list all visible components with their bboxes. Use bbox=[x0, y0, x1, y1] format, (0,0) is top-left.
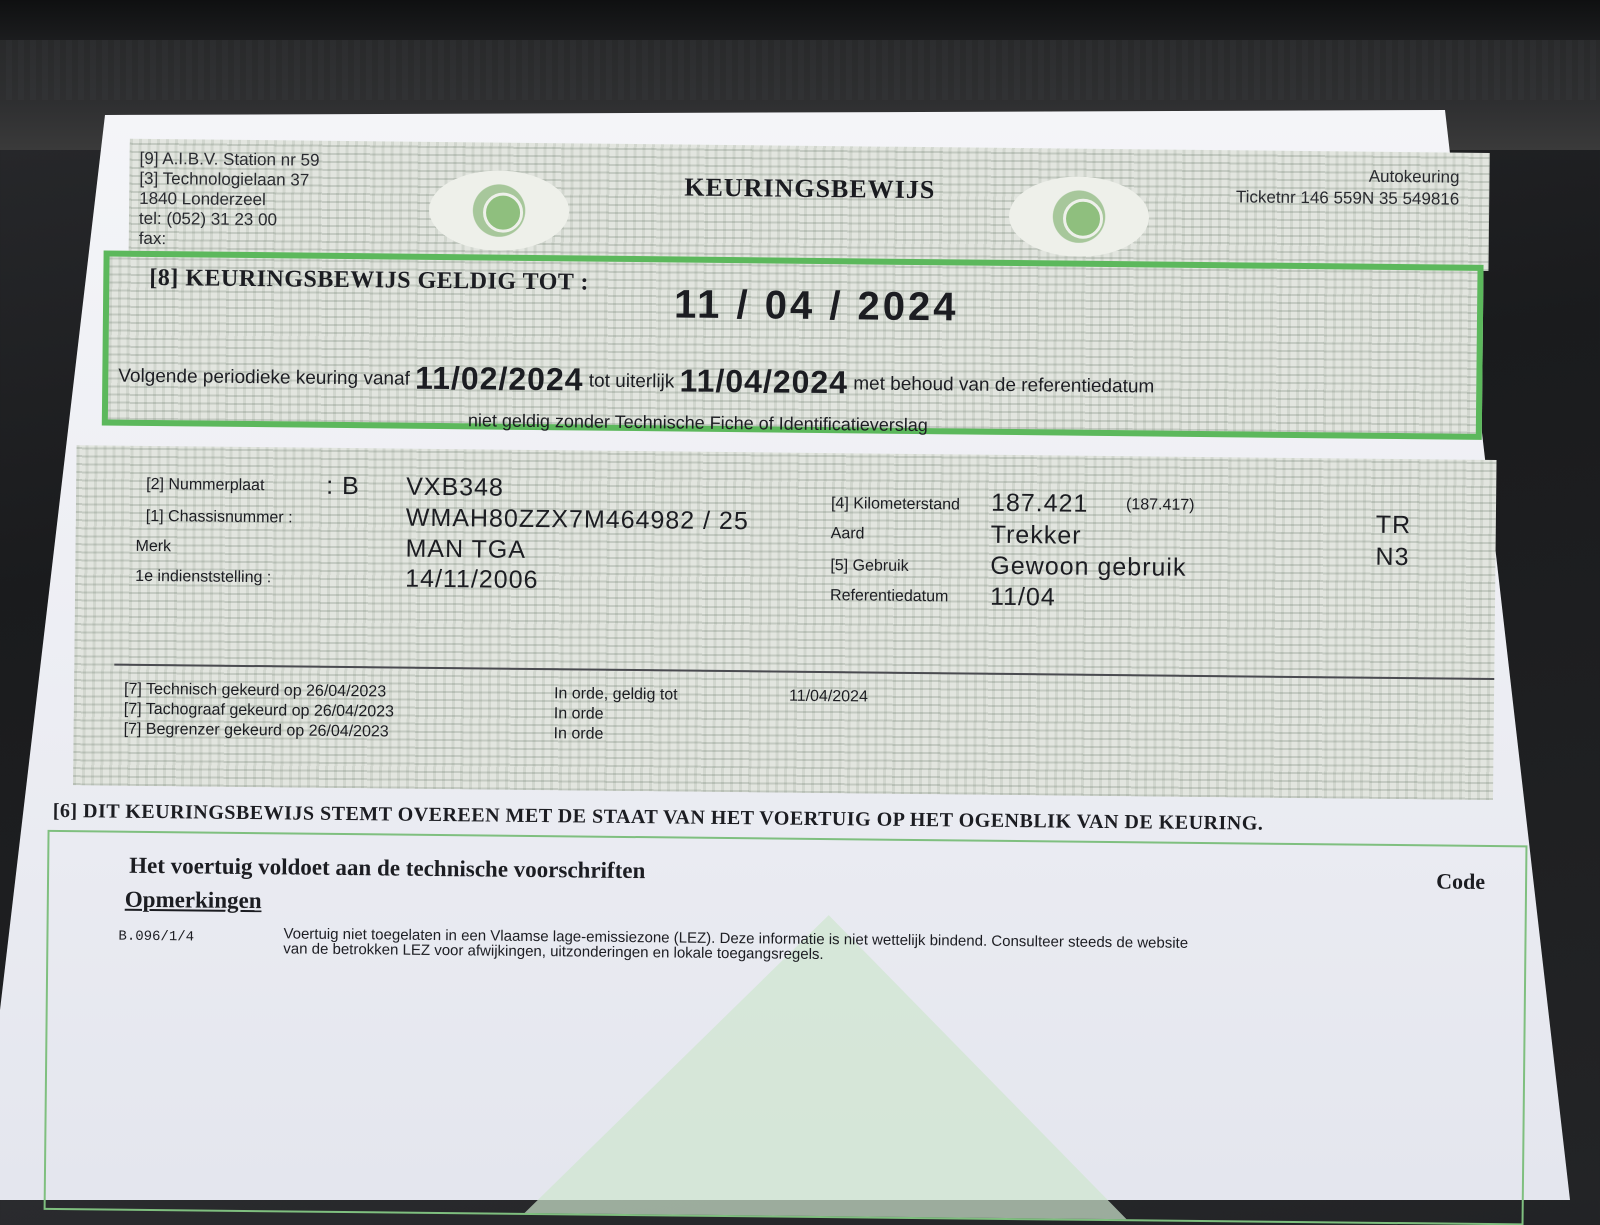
validity-date: 11 / 04 / 2024 bbox=[673, 282, 959, 330]
section-divider bbox=[114, 664, 1494, 680]
inspection-technical-label: [7] Technisch gekeurd op 26/04/2023 bbox=[123, 680, 387, 701]
address-line: tel: (052) 31 23 00 bbox=[138, 208, 278, 230]
chassis-number: WMAH80ZZX7M464982 / 25 bbox=[405, 503, 749, 536]
first-registration-label: 1e indienststelling : bbox=[135, 567, 272, 587]
seat-fabric bbox=[0, 40, 1600, 100]
remark-code: B.096/1/4 bbox=[118, 928, 195, 946]
reference-label: Referentiedatum bbox=[829, 587, 949, 606]
validity-box bbox=[102, 250, 1484, 439]
inspection-technical-until: 11/04/2024 bbox=[788, 687, 868, 706]
next-suffix: met behoud van de referentiedatum bbox=[853, 373, 1155, 398]
first-registration-date: 14/11/2006 bbox=[405, 564, 539, 595]
reference-date: 11/04 bbox=[989, 582, 1056, 612]
km-previous: (187.417) bbox=[1125, 496, 1195, 514]
address-line: fax: bbox=[138, 228, 167, 249]
eye-pupil-icon bbox=[483, 192, 523, 232]
conformity-statement: [6] DIT KEURINGSBEWIJS STEMT OVEREEN MET DE STAAT VAN HET VOERTUIG OP HET OGENBLIK VAN DE KEURING. bbox=[52, 799, 1264, 835]
address-line: 1840 Londerzeel bbox=[139, 188, 266, 210]
verdict-text: Het voertuig voldoet aan de technische voorschriften bbox=[129, 852, 646, 884]
not-valid-note: niet geldig zonder Technische Fiche of Identificatieverslag bbox=[467, 410, 928, 436]
address-line: [3] Technologielaan 37 bbox=[139, 168, 310, 190]
ticket-block bbox=[1236, 164, 1460, 210]
brand-value: MAN TGA bbox=[405, 534, 527, 564]
next-to-date: 11/04/2024 bbox=[679, 362, 849, 401]
eye-pupil-icon bbox=[1063, 199, 1103, 239]
inspection-limiter-status: In orde bbox=[553, 725, 604, 743]
inspection-tachograph-label: [7] Tachograaf gekeurd op 26/04/2023 bbox=[123, 700, 395, 721]
chassis-label: [1] Chassisnummer : bbox=[145, 507, 293, 527]
km-label: [4] Kilometerstand bbox=[830, 495, 961, 514]
inspection-limiter-label: [7] Begrenzer gekeurd op 26/04/2023 bbox=[123, 720, 389, 741]
inspection-technical-status: In orde, geldig tot bbox=[553, 685, 678, 704]
plate-number: VXB348 bbox=[406, 472, 505, 502]
station-address bbox=[139, 149, 320, 251]
plate-label: [2] Nummerplaat bbox=[146, 475, 265, 495]
document-title: KEURINGSBEWIJS bbox=[684, 172, 936, 205]
use-value: Gewoon gebruik bbox=[990, 551, 1187, 582]
next-prefix: Volgende periodieke keuring vanaf bbox=[118, 365, 410, 390]
service-type: Autokeuring bbox=[1368, 166, 1460, 187]
ticket-number: Ticketnr 146 559N 35 549816 bbox=[1235, 187, 1460, 209]
km-value: 187.421 bbox=[990, 488, 1089, 518]
type-value: Trekker bbox=[990, 520, 1082, 550]
validity-label: [8] KEURINGSBEWIJS GELDIG TOT : bbox=[149, 264, 590, 296]
plate-country: : B bbox=[326, 471, 360, 501]
certificate-header bbox=[129, 139, 1490, 271]
brand-label: Merk bbox=[135, 537, 172, 556]
eye-logo-icon bbox=[1009, 176, 1150, 257]
result-box bbox=[44, 830, 1528, 1225]
address-line: [9] A.I.B.V. Station nr 59 bbox=[139, 148, 320, 170]
code-header: Code bbox=[1436, 868, 1486, 894]
next-from-date: 11/02/2024 bbox=[414, 359, 584, 398]
remark-text: Voertuig niet toegelaten in een Vlaamse lage-emissiezone (LEZ). Deze informatie is niet wettelijk bindend. Consulteer steeds de website van de betrokken LEZ voor afwijkingen, uitzonderingen en lokale toegangsregels. bbox=[283, 925, 1189, 964]
eye-logo-icon bbox=[429, 170, 570, 251]
vehicle-details bbox=[73, 445, 1496, 800]
use-label: [5] Gebruik bbox=[830, 557, 909, 575]
category-code-n3: N3 bbox=[1375, 542, 1410, 572]
remarks-header: Opmerkingen bbox=[124, 886, 262, 914]
type-label: Aard bbox=[830, 525, 865, 543]
inspection-tachograph-status: In orde bbox=[553, 705, 604, 723]
next-inspection-line bbox=[118, 357, 1154, 405]
inspection-certificate bbox=[49, 120, 1540, 1215]
next-mid: tot uiterlijk bbox=[588, 370, 675, 393]
category-code-tr: TR bbox=[1375, 510, 1412, 540]
